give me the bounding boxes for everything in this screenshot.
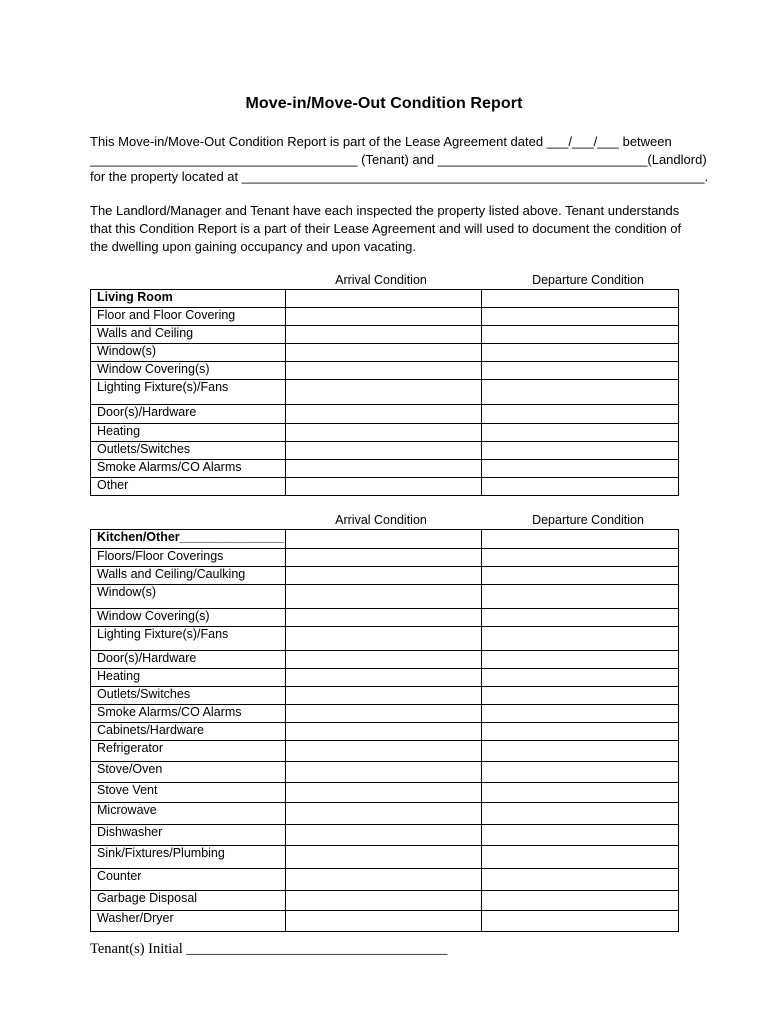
row-label: Dishwasher [91,825,286,846]
departure-condition-cell[interactable] [482,478,679,496]
departure-condition-cell[interactable] [482,290,679,308]
table-row [91,846,679,869]
table-row [91,869,679,891]
arrival-condition-cell[interactable] [286,609,482,627]
table-row [91,891,679,911]
departure-condition-cell[interactable] [482,911,679,932]
departure-condition-cell[interactable] [482,549,679,567]
arrival-condition-cell[interactable] [286,585,482,609]
arrival-condition-header: Arrival Condition [335,273,427,287]
row-label: Living Room [91,290,286,308]
row-label: Kitchen/Other_______________ [91,530,286,549]
row-label: Walls and Ceiling [91,326,286,344]
departure-condition-header: Departure Condition [532,273,644,287]
departure-condition-cell[interactable] [482,442,679,460]
departure-condition-cell[interactable] [482,705,679,723]
table-row [91,362,679,380]
table-row [91,308,679,326]
inspection-paragraph: The Landlord/Manager and Tenant have each inspected the property listed above. Tenant understands that this Condition Report is a part of their Lease Agreement and will used to document the condition of the dwelling upon gaining occupancy and upon vacating. [90,203,682,254]
table-row [91,783,679,803]
departure-condition-cell[interactable] [482,741,679,762]
table-row [91,405,679,424]
table-row [91,627,679,651]
table-row [91,669,679,687]
departure-condition-cell[interactable] [482,585,679,609]
arrival-condition-cell[interactable] [286,362,482,380]
row-label: Window Covering(s) [91,362,286,380]
arrival-condition-cell[interactable] [286,891,482,911]
table-row [91,723,679,741]
row-label: Heating [91,669,286,687]
row-label: Sink/Fixtures/Plumbing [91,846,286,869]
row-label: Window(s) [91,585,286,609]
arrival-condition-cell[interactable] [286,442,482,460]
arrival-condition-cell[interactable] [286,783,482,803]
arrival-condition-cell[interactable] [286,651,482,669]
arrival-condition-cell[interactable] [286,549,482,567]
row-label: Outlets/Switches [91,442,286,460]
table-row [91,803,679,825]
arrival-condition-cell[interactable] [286,869,482,891]
row-label: Smoke Alarms/CO Alarms [91,460,286,478]
table-row [91,585,679,609]
table-row [91,567,679,585]
departure-condition-cell[interactable] [482,362,679,380]
row-label: Other [91,478,286,496]
departure-condition-header: Departure Condition [532,513,644,527]
row-label: Counter [91,869,286,891]
intro-line-2: _____________________________________ (Tenant) and _____________________________(Landlord) [90,151,707,167]
row-label: Floor and Floor Covering [91,308,286,326]
table-row [91,290,679,308]
arrival-condition-header: Arrival Condition [335,513,427,527]
departure-condition-cell[interactable] [482,405,679,424]
row-label: Lighting Fixture(s)/Fans [91,380,286,405]
table-row [91,609,679,627]
departure-condition-cell[interactable] [482,460,679,478]
table-row [91,705,679,723]
arrival-condition-cell[interactable] [286,911,482,932]
departure-condition-cell[interactable] [482,783,679,803]
row-label: Window(s) [91,344,286,362]
table-row [91,424,679,442]
table-row [91,380,679,405]
arrival-condition-cell[interactable] [286,627,482,651]
row-label: Stove Vent [91,783,286,803]
departure-condition-cell[interactable] [482,530,679,549]
departure-condition-cell[interactable] [482,723,679,741]
departure-condition-cell[interactable] [482,687,679,705]
table-row [91,762,679,783]
departure-condition-cell[interactable] [482,609,679,627]
intro-line-3: for the property located at ________________________________________________________________. [90,169,709,184]
arrival-condition-cell[interactable] [286,478,482,496]
arrival-condition-cell[interactable] [286,405,482,424]
departure-condition-cell[interactable] [482,344,679,362]
departure-condition-cell[interactable] [482,326,679,344]
arrival-condition-cell[interactable] [286,723,482,741]
arrival-condition-cell[interactable] [286,460,482,478]
departure-condition-cell[interactable] [482,627,679,651]
arrival-condition-cell[interactable] [286,530,482,549]
table-row [91,549,679,567]
row-label: Door(s)/Hardware [91,405,286,424]
departure-condition-cell[interactable] [482,762,679,783]
arrival-condition-cell[interactable] [286,846,482,869]
arrival-condition-cell[interactable] [286,825,482,846]
row-label: Walls and Ceiling/Caulking [91,567,286,585]
departure-condition-cell[interactable] [482,380,679,405]
kitchen-table [90,529,679,932]
departure-condition-cell[interactable] [482,803,679,825]
arrival-condition-cell[interactable] [286,741,482,762]
table-row [91,825,679,846]
row-label: Window Covering(s) [91,609,286,627]
departure-condition-cell[interactable] [482,869,679,891]
table-row [91,530,679,549]
arrival-condition-cell[interactable] [286,803,482,825]
arrival-condition-cell[interactable] [286,762,482,783]
arrival-condition-cell[interactable] [286,567,482,585]
row-label: Floors/Floor Coverings [91,549,286,567]
intro-line-1: This Move-in/Move-Out Condition Report is part of the Lease Agreement dated ___/___/___ between [90,134,672,149]
row-label: Door(s)/Hardware [91,651,286,669]
page-title: Move-in/Move-Out Condition Report [245,95,523,112]
arrival-condition-cell[interactable] [286,424,482,442]
departure-condition-cell[interactable] [482,567,679,585]
arrival-condition-cell[interactable] [286,290,482,308]
row-label: Stove/Oven [91,762,286,783]
table-row [91,460,679,478]
intro-paragraph [90,133,709,186]
tenant-initial-line: Tenant(s) Initial ____________________________________ [90,941,448,957]
row-label: Washer/Dryer [91,911,286,932]
table-row [91,442,679,460]
row-label: Heating [91,424,286,442]
table-row [91,326,679,344]
row-label: Refrigerator [91,741,286,762]
departure-condition-cell[interactable] [482,424,679,442]
arrival-condition-cell[interactable] [286,344,482,362]
departure-condition-cell[interactable] [482,308,679,326]
departure-condition-cell[interactable] [482,825,679,846]
arrival-condition-cell[interactable] [286,380,482,405]
table-row [91,344,679,362]
table-row [91,741,679,762]
table-row [91,687,679,705]
table-row [91,478,679,496]
row-label: Garbage Disposal [91,891,286,911]
departure-condition-cell[interactable] [482,846,679,869]
row-label: Cabinets/Hardware [91,723,286,741]
living-room-table [90,289,679,496]
arrival-condition-cell[interactable] [286,326,482,344]
table-row [91,911,679,932]
table-row [91,651,679,669]
departure-condition-cell[interactable] [482,669,679,687]
row-label: Smoke Alarms/CO Alarms [91,705,286,723]
arrival-condition-cell[interactable] [286,669,482,687]
row-label: Microwave [91,803,286,825]
departure-condition-cell[interactable] [482,891,679,911]
arrival-condition-cell[interactable] [286,705,482,723]
row-label: Lighting Fixture(s)/Fans [91,627,286,651]
arrival-condition-cell[interactable] [286,308,482,326]
departure-condition-cell[interactable] [482,651,679,669]
row-label: Outlets/Switches [91,687,286,705]
arrival-condition-cell[interactable] [286,687,482,705]
